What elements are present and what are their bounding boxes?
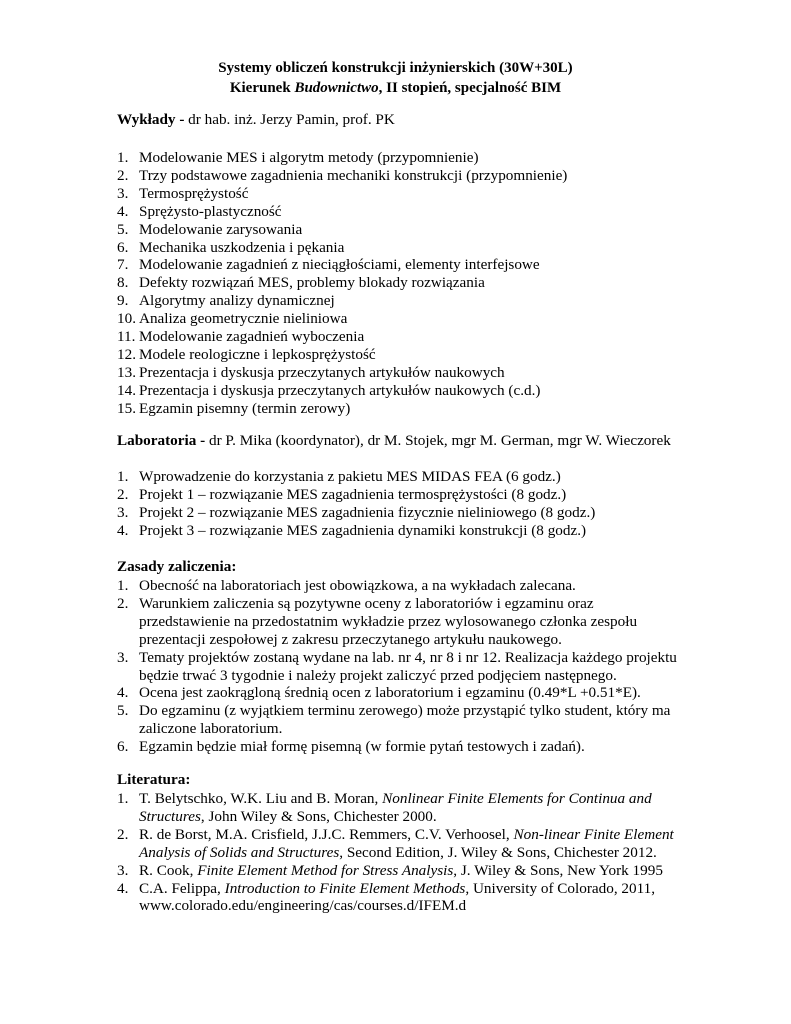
citation-title: Nonlinear Finite Elements for Continua and Structures (139, 790, 652, 825)
list-item (117, 149, 677, 167)
item-text: Projekt 1 – rozwiązanie MES zagadnienia termosprężystości (8 godz.) (139, 485, 567, 503)
item-number: 5. (117, 220, 129, 238)
literature-heading-line (117, 771, 190, 789)
item-text: Sprężysto-plastyczność (139, 202, 282, 220)
list-item (117, 684, 687, 702)
item-text: Modelowanie zarysowania (139, 220, 303, 238)
item-number: 14. (117, 381, 136, 399)
item-number: 2. (117, 485, 129, 503)
item-number: 3. (117, 861, 129, 879)
list-item (117, 522, 677, 540)
citation-title: Introduction to Finite Element Methods (224, 879, 466, 897)
labs-heading-line (117, 432, 671, 450)
list-item (117, 468, 677, 486)
citation-publisher: , John Wiley & Sons, Chichester 2000. (200, 807, 437, 825)
citation-publisher: , University of Colorado, 2011, www.colorado.edu/engineering/cas/courses.d/IFEM.d (139, 879, 656, 915)
item-text: Modelowanie zagadnień z nieciągłościami, elementy interfejsowe (139, 256, 540, 274)
lectures-lecturer: dr hab. inż. Jerzy Pamin, prof. PK (184, 111, 395, 128)
item-text: Defekty rozwiązań MES, problemy blokady rozwiązania (139, 274, 485, 292)
item-number: 15. (117, 399, 136, 417)
item-number: 13. (117, 363, 136, 381)
lectures-heading-line (117, 111, 395, 129)
citation (139, 880, 687, 916)
subtitle-prefix: Kierunek (229, 80, 295, 96)
item-text: Tematy projektów zostaną wydane na lab. nr 4, nr 8 i nr 12. Realizacja każdego projektu będzie trwać 3 tygodnie i należy projekt zaliczyć przed podjęciem następnego. (139, 648, 677, 684)
item-text: Ocena jest zaokrągloną średnią ocen z laboratorium i egzaminu (0.49*L +0.51*E). (139, 684, 641, 702)
item-number: 6. (117, 238, 129, 256)
rules-heading-line (117, 558, 236, 576)
list-item (117, 274, 677, 292)
list-item (117, 256, 677, 274)
item-text: Do egzaminu (z wyjątkiem terminu zerowego) może przystąpić tylko student, który ma zaliczone laboratorium. (139, 702, 671, 738)
citation (139, 862, 687, 880)
item-text: Algorytmy analizy dynamicznej (139, 292, 335, 310)
list-item (117, 649, 687, 685)
literature-item (117, 862, 687, 880)
list-item (117, 486, 677, 504)
item-text: Egzamin będzie miał formę pisemną (w formie pytań testowych i zadań). (139, 738, 585, 756)
literature-heading: Literatura: (117, 771, 191, 788)
citation-title: Finite Element Method for Stress Analysis (197, 861, 454, 879)
item-text: Obecność na laboratoriach jest obowiązkowa, a na wykładach zalecana. (139, 577, 576, 594)
document-header (0, 58, 791, 98)
rules-heading: Zasady zaliczenia: (117, 558, 237, 575)
item-number: 7. (117, 256, 129, 274)
list-item (117, 595, 687, 649)
subtitle-italic: Budownictwo (294, 80, 379, 96)
item-number: 6. (117, 738, 129, 756)
item-number: 2. (117, 825, 129, 843)
list-item (117, 221, 677, 239)
item-number: 4. (117, 879, 129, 897)
item-number: 4. (117, 521, 129, 539)
item-number: 3. (117, 503, 129, 521)
list-item (117, 328, 677, 346)
item-text: Prezentacja i dyskusja przeczytanych artykułów naukowych (139, 363, 505, 381)
item-text: Wprowadzenie do korzystania z pakietu MES MIDAS FEA (6 godz.) (139, 468, 561, 485)
citation-authors: R. Cook, (139, 861, 198, 879)
citation-authors: C.A. Felippa, (139, 879, 225, 897)
item-number: 5. (117, 702, 129, 720)
item-text: Warunkiem zaliczenia są pozytywne oceny z laboratoriów i egzaminu oraz przedstawienie na przedostatnim wykładzie przez wylosowanego członka zespołu prezentacji zespołowej z zakresu przeczytanego artykułu naukowego. (139, 594, 638, 648)
item-text: Trzy podstawowe zagadnienia mechaniki konstrukcji (przypomnienie) (139, 166, 568, 184)
citation-publisher: , Second Edition, J. Wiley & Sons, Chichester 2012. (339, 843, 657, 861)
citation-authors: R. de Borst, M.A. Crisfield, J.J.C. Remmers, C.V. Verhoosel, (139, 825, 514, 843)
item-text: Analiza geometrycznie nieliniowa (139, 310, 348, 328)
item-number: 2. (117, 166, 129, 184)
lectures-list (117, 149, 677, 418)
item-text: Egzamin pisemny (termin zerowy) (139, 399, 351, 417)
item-text: Termosprężystość (139, 184, 249, 202)
list-item (117, 310, 677, 328)
labs-list (117, 468, 677, 540)
citation (139, 826, 687, 862)
item-number: 12. (117, 345, 136, 363)
list-item (117, 577, 687, 595)
labs-heading: Laboratoria - (117, 432, 206, 449)
literature-item (117, 790, 687, 826)
list-item (117, 239, 677, 257)
item-number: 10. (117, 310, 136, 328)
citation-publisher: , J. Wiley & Sons, New York 1995 (453, 861, 663, 879)
list-item (117, 382, 677, 400)
list-item (117, 292, 677, 310)
item-text: Mechanika uszkodzenia i pękania (139, 238, 345, 256)
item-number: 8. (117, 274, 129, 292)
citation-authors: T. Belytschko, W.K. Liu and B. Moran, (139, 790, 383, 807)
item-number: 3. (117, 184, 129, 202)
rules-list (117, 577, 687, 756)
document-title: Systemy obliczeń konstrukcji inżynierskich (30W+30L) (218, 60, 573, 76)
item-number: 1. (117, 790, 129, 807)
item-number: 1. (117, 149, 129, 166)
item-number: 1. (117, 468, 129, 485)
item-number: 4. (117, 202, 129, 220)
list-item (117, 738, 687, 756)
item-number: 9. (117, 292, 129, 310)
labs-staff: dr P. Mika (koordynator), dr M. Stojek, mgr M. German, mgr W. Wieczorek (205, 432, 671, 449)
subtitle-suffix: , II stopień, specjalność BIM (378, 80, 562, 96)
list-item (117, 400, 677, 418)
citation-title: Non-linear Finite Element Analysis of Solids and Structures (139, 825, 674, 861)
item-number: 11. (117, 328, 136, 346)
item-text: Modelowanie MES i algorytm metody (przypomnienie) (139, 149, 479, 166)
item-number: 4. (117, 684, 129, 702)
item-number: 3. (117, 648, 129, 666)
lectures-heading: Wykłady - (117, 111, 185, 128)
citation (139, 790, 687, 826)
literature-item (117, 880, 687, 916)
list-item (117, 702, 687, 738)
document-subtitle (0, 78, 791, 98)
item-text: Prezentacja i dyskusja przeczytanych artykułów naukowych (c.d.) (139, 381, 541, 399)
item-text: Projekt 3 – rozwiązanie MES zagadnienia dynamiki konstrukcji (8 godz.) (139, 521, 587, 539)
item-text: Modelowanie zagadnień wyboczenia (139, 328, 365, 346)
list-item (117, 203, 677, 221)
list-item (117, 346, 677, 364)
literature-list (117, 790, 687, 915)
list-item (117, 167, 677, 185)
item-number: 2. (117, 594, 129, 612)
list-item (117, 364, 677, 382)
item-number: 1. (117, 577, 129, 594)
list-item (117, 185, 677, 203)
literature-item (117, 826, 687, 862)
item-text: Projekt 2 – rozwiązanie MES zagadnienia fizycznie nieliniowego (8 godz.) (139, 503, 596, 521)
list-item (117, 504, 677, 522)
item-text: Modele reologiczne i lepkosprężystość (139, 345, 376, 363)
